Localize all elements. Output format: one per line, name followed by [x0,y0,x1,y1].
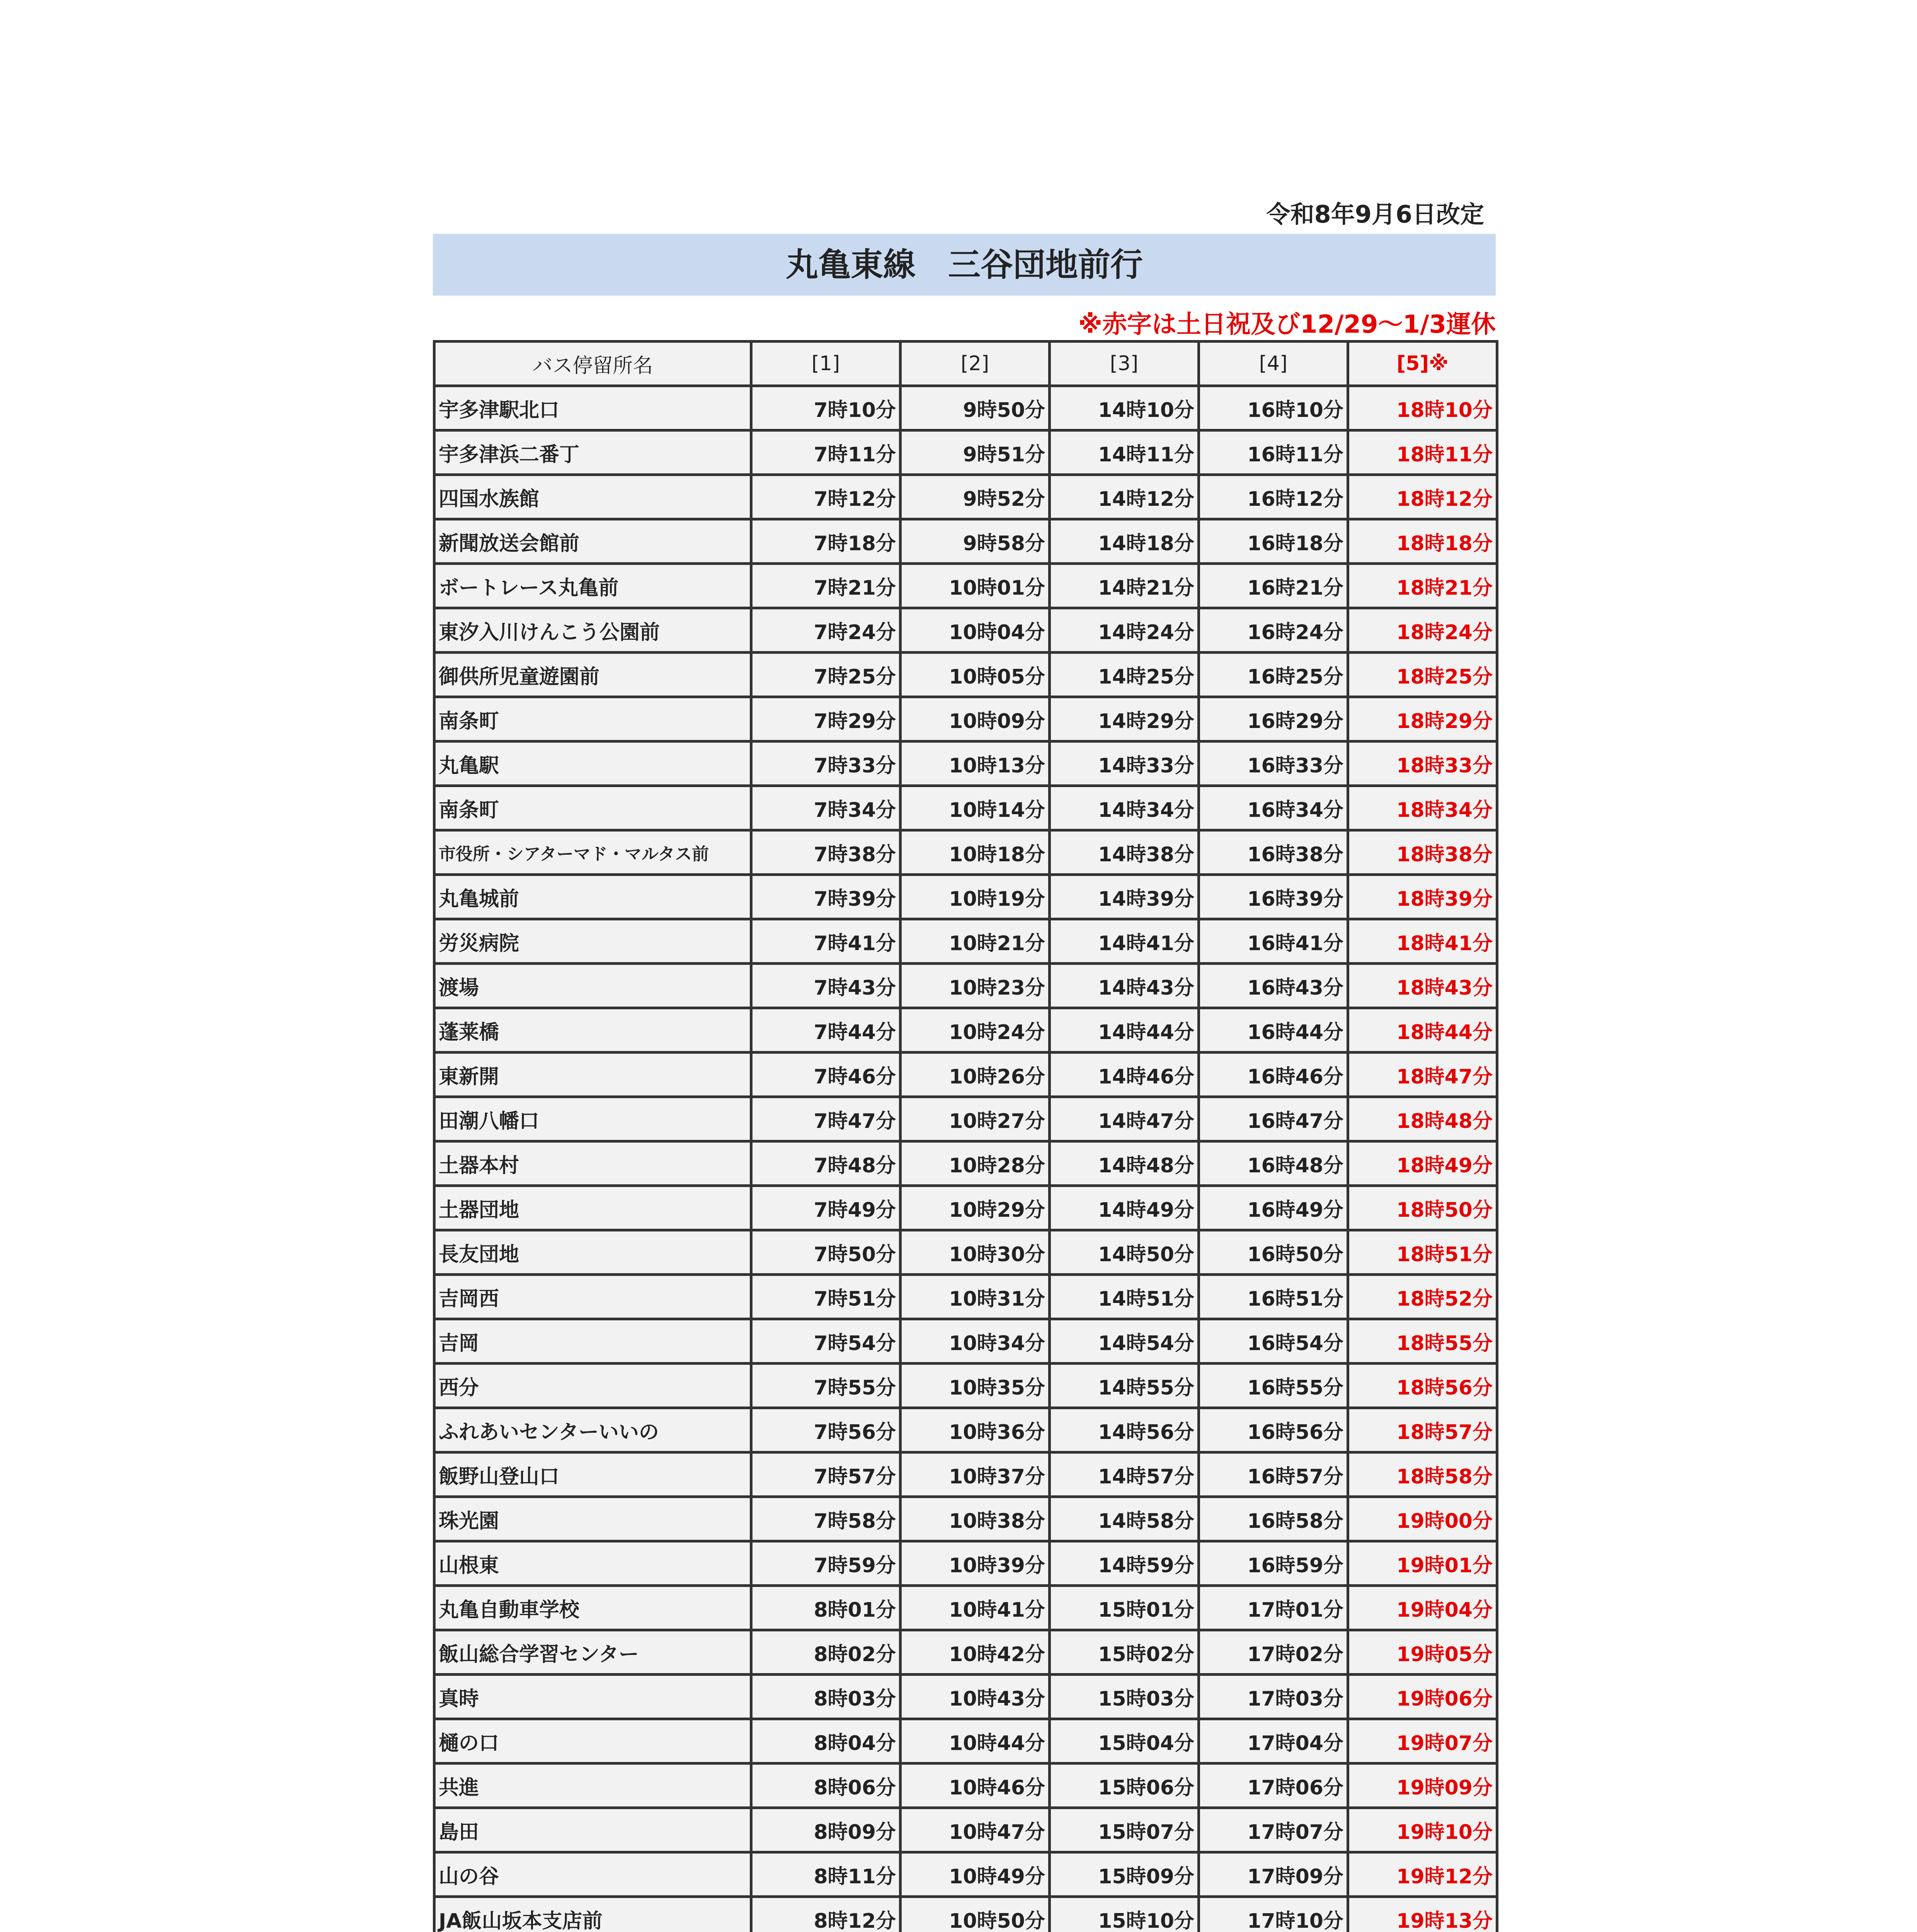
trip-header-2: [2] [901,342,1050,386]
departure-time: 14時51分 [1050,1275,1199,1319]
departure-time: 8時09分 [751,1808,901,1852]
departure-time: 14時57分 [1050,1452,1199,1497]
departure-time-holiday: 18時47分 [1348,1053,1497,1097]
departure-time: 10時39分 [901,1541,1050,1586]
departure-time: 10時49分 [901,1852,1050,1897]
stop-name: 珠光園 [434,1497,751,1541]
stop-name: 丸亀自動車学校 [434,1586,751,1630]
departure-time-holiday: 19時04分 [1348,1586,1497,1630]
table-row [434,1808,1497,1852]
table-row [434,1097,1497,1141]
departure-time: 10時19分 [901,875,1050,919]
departure-time: 10時23分 [901,964,1050,1008]
departure-time: 16時54分 [1199,1319,1348,1364]
stop-name: 東新開 [434,1053,751,1097]
stop-name: 飯野山登山口 [434,1452,751,1497]
departure-time: 16時29分 [1199,697,1348,742]
departure-time-holiday: 18時12分 [1348,475,1497,519]
departure-time: 10時04分 [901,608,1050,653]
revision-date: 令和8年9月6日改定 [1266,200,1484,228]
departure-time: 16時43分 [1199,964,1348,1008]
departure-time: 7時51分 [751,1275,901,1319]
departure-time: 7時58分 [751,1497,901,1541]
timetable [433,340,1498,1932]
departure-time: 10時30分 [901,1230,1050,1275]
stop-name: 渡場 [434,964,751,1008]
departure-time: 14時59分 [1050,1541,1199,1586]
departure-time: 17時02分 [1199,1630,1348,1675]
table-row [434,1008,1497,1053]
departure-time: 14時39分 [1050,875,1199,919]
table-row [434,386,1497,430]
departure-time-holiday: 19時10分 [1348,1808,1497,1852]
table-row [434,1364,1497,1408]
stop-name: 御供所児童遊園前 [434,653,751,697]
table-row [434,1141,1497,1186]
table-row [434,1053,1497,1097]
departure-time: 7時10分 [751,386,901,430]
table-row [434,964,1497,1008]
departure-time: 10時14分 [901,786,1050,830]
stop-name: 山根東 [434,1541,751,1586]
departure-time-holiday: 18時33分 [1348,742,1497,786]
departure-time: 15時10分 [1050,1897,1199,1932]
departure-time: 16時44分 [1199,1008,1348,1053]
departure-time: 7時41分 [751,919,901,964]
departure-time: 14時56分 [1050,1408,1199,1452]
stop-name: 真時 [434,1675,751,1719]
departure-time: 7時29分 [751,697,901,742]
departure-time: 10時50分 [901,1897,1050,1932]
departure-time: 14時25分 [1050,653,1199,697]
table-row [434,1275,1497,1319]
departure-time-holiday: 18時55分 [1348,1319,1497,1364]
departure-time: 16時59分 [1199,1541,1348,1586]
departure-time: 7時34分 [751,786,901,830]
trip-header-4: [4] [1199,342,1348,386]
departure-time: 14時18分 [1050,519,1199,564]
stop-name: 四国水族館 [434,475,751,519]
departure-time: 16時11分 [1199,430,1348,475]
departure-time: 16時49分 [1199,1186,1348,1230]
table-row [434,564,1497,608]
departure-time: 17時10分 [1199,1897,1348,1932]
stop-name: 市役所・シアターマド・マルタス前 [434,830,751,875]
departure-time: 9時58分 [901,519,1050,564]
departure-time-holiday: 18時21分 [1348,564,1497,608]
departure-time: 15時03分 [1050,1675,1199,1719]
departure-time: 16時55分 [1199,1364,1348,1408]
table-row [434,1497,1497,1541]
stop-name: 島田 [434,1808,751,1852]
table-row [434,430,1497,475]
trip-header-1: [1] [751,342,901,386]
departure-time-holiday: 18時38分 [1348,830,1497,875]
departure-time: 10時28分 [901,1141,1050,1186]
departure-time: 16時10分 [1199,386,1348,430]
departure-time: 17時06分 [1199,1764,1348,1808]
departure-time: 14時21分 [1050,564,1199,608]
departure-time: 16時47分 [1199,1097,1348,1141]
departure-time: 10時46分 [901,1764,1050,1808]
departure-time: 10時13分 [901,742,1050,786]
table-row [434,1852,1497,1897]
departure-time: 7時49分 [751,1186,901,1230]
departure-time: 16時38分 [1199,830,1348,875]
departure-time: 14時46分 [1050,1053,1199,1097]
departure-time: 9時51分 [901,430,1050,475]
table-row [434,1230,1497,1275]
departure-time: 7時43分 [751,964,901,1008]
table-row [434,1586,1497,1630]
departure-time: 9時50分 [901,386,1050,430]
departure-time: 14時34分 [1050,786,1199,830]
departure-time-holiday: 18時11分 [1348,430,1497,475]
departure-time: 7時39分 [751,875,901,919]
departure-time: 7時48分 [751,1141,901,1186]
departure-time: 7時56分 [751,1408,901,1452]
departure-time: 10時31分 [901,1275,1050,1319]
departure-time-holiday: 18時49分 [1348,1141,1497,1186]
departure-time: 15時06分 [1050,1764,1199,1808]
stop-name: 飯山総合学習センター [434,1630,751,1675]
departure-time: 16時12分 [1199,475,1348,519]
table-row [434,919,1497,964]
table-row [434,1897,1497,1932]
departure-time: 16時18分 [1199,519,1348,564]
departure-time: 16時50分 [1199,1230,1348,1275]
departure-time: 7時12分 [751,475,901,519]
departure-time: 8時06分 [751,1764,901,1808]
departure-time: 15時02分 [1050,1630,1199,1675]
departure-time: 10時36分 [901,1408,1050,1452]
departure-time: 10時34分 [901,1319,1050,1364]
stop-name: 田潮八幡口 [434,1097,751,1141]
departure-time: 10時09分 [901,697,1050,742]
departure-time: 7時18分 [751,519,901,564]
stop-name: 丸亀城前 [434,875,751,919]
departure-time-holiday: 19時05分 [1348,1630,1497,1675]
departure-time-holiday: 18時52分 [1348,1275,1497,1319]
departure-time-holiday: 19時12分 [1348,1852,1497,1897]
stop-name: 労災病院 [434,919,751,964]
table-row [434,1186,1497,1230]
departure-time: 16時39分 [1199,875,1348,919]
departure-time: 17時01分 [1199,1586,1348,1630]
departure-time: 10時27分 [901,1097,1050,1141]
departure-time: 7時57分 [751,1452,901,1497]
departure-time: 16時46分 [1199,1053,1348,1097]
stop-name: 吉岡西 [434,1275,751,1319]
departure-time: 7時47分 [751,1097,901,1141]
departure-time: 10時21分 [901,919,1050,964]
departure-time: 10時35分 [901,1364,1050,1408]
stop-name: 長友団地 [434,1230,751,1275]
departure-time: 16時21分 [1199,564,1348,608]
departure-time: 16時48分 [1199,1141,1348,1186]
departure-time-holiday: 18時57分 [1348,1408,1497,1452]
departure-time-holiday: 18時18分 [1348,519,1497,564]
page-title: 丸亀東線 三谷団地前行 [433,234,1496,296]
departure-time: 14時12分 [1050,475,1199,519]
departure-time: 7時59分 [751,1541,901,1586]
departure-time: 10時24分 [901,1008,1050,1053]
stop-name: JA飯山坂本支店前 [434,1897,751,1932]
departure-time-holiday: 18時44分 [1348,1008,1497,1053]
departure-time: 16時56分 [1199,1408,1348,1452]
departure-time-holiday: 19時09分 [1348,1764,1497,1808]
departure-time: 7時46分 [751,1053,901,1097]
departure-time: 16時34分 [1199,786,1348,830]
table-row [434,830,1497,875]
trip-header-3: [3] [1050,342,1199,386]
departure-time: 16時51分 [1199,1275,1348,1319]
departure-time: 8時11分 [751,1852,901,1897]
table-row [434,1319,1497,1364]
departure-time: 8時02分 [751,1630,901,1675]
departure-time: 7時33分 [751,742,901,786]
departure-time: 14時43分 [1050,964,1199,1008]
trip-header-5-holiday: [5]※ [1348,342,1497,386]
departure-time: 10時38分 [901,1497,1050,1541]
departure-time: 10時47分 [901,1808,1050,1852]
departure-time: 7時50分 [751,1230,901,1275]
departure-time: 16時41分 [1199,919,1348,964]
departure-time-holiday: 19時07分 [1348,1719,1497,1764]
departure-time: 10時26分 [901,1053,1050,1097]
departure-time: 10時42分 [901,1630,1050,1675]
departure-time: 14時49分 [1050,1186,1199,1230]
departure-time: 7時11分 [751,430,901,475]
departure-time: 17時09分 [1199,1852,1348,1897]
stop-name: 南条町 [434,697,751,742]
table-row [434,1675,1497,1719]
departure-time: 7時54分 [751,1319,901,1364]
departure-time-holiday: 18時48分 [1348,1097,1497,1141]
departure-time: 7時21分 [751,564,901,608]
departure-time: 10時41分 [901,1586,1050,1630]
departure-time: 14時11分 [1050,430,1199,475]
departure-time: 8時03分 [751,1675,901,1719]
table-row [434,475,1497,519]
departure-time: 15時07分 [1050,1808,1199,1852]
departure-time-holiday: 18時25分 [1348,653,1497,697]
departure-time: 14時41分 [1050,919,1199,964]
table-row [434,1719,1497,1764]
stop-name: ボートレース丸亀前 [434,564,751,608]
departure-time: 14時58分 [1050,1497,1199,1541]
stop-name: 宇多津駅北口 [434,386,751,430]
departure-time-holiday: 18時29分 [1348,697,1497,742]
stop-name: 土器団地 [434,1186,751,1230]
table-row [434,697,1497,742]
stop-name: 土器本村 [434,1141,751,1186]
departure-time-holiday: 19時13分 [1348,1897,1497,1932]
departure-time-holiday: 18時39分 [1348,875,1497,919]
departure-time-holiday: 18時50分 [1348,1186,1497,1230]
departure-time: 16時24分 [1199,608,1348,653]
departure-time: 14時50分 [1050,1230,1199,1275]
table-row [434,1630,1497,1675]
departure-time-holiday: 18時24分 [1348,608,1497,653]
stop-name: 宇多津浜二番丁 [434,430,751,475]
departure-time-holiday: 18時58分 [1348,1452,1497,1497]
table-row [434,875,1497,919]
departure-time: 7時24分 [751,608,901,653]
table-row [434,1408,1497,1452]
departure-time: 8時01分 [751,1586,901,1630]
stop-name: 東汐入川けんこう公園前 [434,608,751,653]
departure-time: 8時04分 [751,1719,901,1764]
table-row [434,1764,1497,1808]
table-row [434,742,1497,786]
stop-name: 蓬莱橋 [434,1008,751,1053]
table-row [434,786,1497,830]
departure-time: 14時10分 [1050,386,1199,430]
departure-time: 14時55分 [1050,1364,1199,1408]
departure-time-holiday: 18時34分 [1348,786,1497,830]
departure-time: 16時25分 [1199,653,1348,697]
departure-time: 14時38分 [1050,830,1199,875]
departure-time: 15時01分 [1050,1586,1199,1630]
stop-name: 共進 [434,1764,751,1808]
stop-name: 吉岡 [434,1319,751,1364]
departure-time: 16時58分 [1199,1497,1348,1541]
table-row [434,608,1497,653]
departure-time-holiday: 19時00分 [1348,1497,1497,1541]
departure-time: 7時25分 [751,653,901,697]
departure-time: 14時44分 [1050,1008,1199,1053]
departure-time: 7時55分 [751,1364,901,1408]
departure-time: 15時09分 [1050,1852,1199,1897]
stop-name: 山の谷 [434,1852,751,1897]
departure-time-holiday: 18時43分 [1348,964,1497,1008]
stop-name: ふれあいセンターいいの [434,1408,751,1452]
departure-time: 17時04分 [1199,1719,1348,1764]
table-row [434,519,1497,564]
departure-time: 16時57分 [1199,1452,1348,1497]
departure-time: 10時37分 [901,1452,1050,1497]
departure-time: 14時48分 [1050,1141,1199,1186]
departure-time: 10時05分 [901,653,1050,697]
departure-time: 14時33分 [1050,742,1199,786]
stop-column-header: バス停留所名 [434,342,751,386]
departure-time: 14時47分 [1050,1097,1199,1141]
departure-time-holiday: 19時06分 [1348,1675,1497,1719]
departure-time: 15時04分 [1050,1719,1199,1764]
departure-time-holiday: 18時51分 [1348,1230,1497,1275]
departure-time: 10時44分 [901,1719,1050,1764]
stop-name: 新聞放送会館前 [434,519,751,564]
departure-time-holiday: 18時10分 [1348,386,1497,430]
departure-time: 10時18分 [901,830,1050,875]
stop-name: 丸亀駅 [434,742,751,786]
stop-name: 南条町 [434,786,751,830]
departure-time-holiday: 18時41分 [1348,919,1497,964]
departure-time: 10時29分 [901,1186,1050,1230]
departure-time: 16時33分 [1199,742,1348,786]
departure-time: 9時52分 [901,475,1050,519]
departure-time: 14時54分 [1050,1319,1199,1364]
departure-time: 17時03分 [1199,1675,1348,1719]
departure-time-holiday: 18時56分 [1348,1364,1497,1408]
departure-time: 10時43分 [901,1675,1050,1719]
departure-time: 17時07分 [1199,1808,1348,1852]
departure-time: 14時24分 [1050,608,1199,653]
departure-time-holiday: 19時01分 [1348,1541,1497,1586]
departure-time: 10時01分 [901,564,1050,608]
departure-time: 14時29分 [1050,697,1199,742]
departure-time: 7時44分 [751,1008,901,1053]
stop-name: 樋の口 [434,1719,751,1764]
table-row [434,1541,1497,1586]
table-row [434,1452,1497,1497]
table-row [434,653,1497,697]
stop-name: 西分 [434,1364,751,1408]
holiday-note: ※赤字は土日祝及び12/29～1/3運休 [1078,310,1496,339]
departure-time: 7時38分 [751,830,901,875]
departure-time: 8時12分 [751,1897,901,1932]
header-row [434,342,1497,386]
